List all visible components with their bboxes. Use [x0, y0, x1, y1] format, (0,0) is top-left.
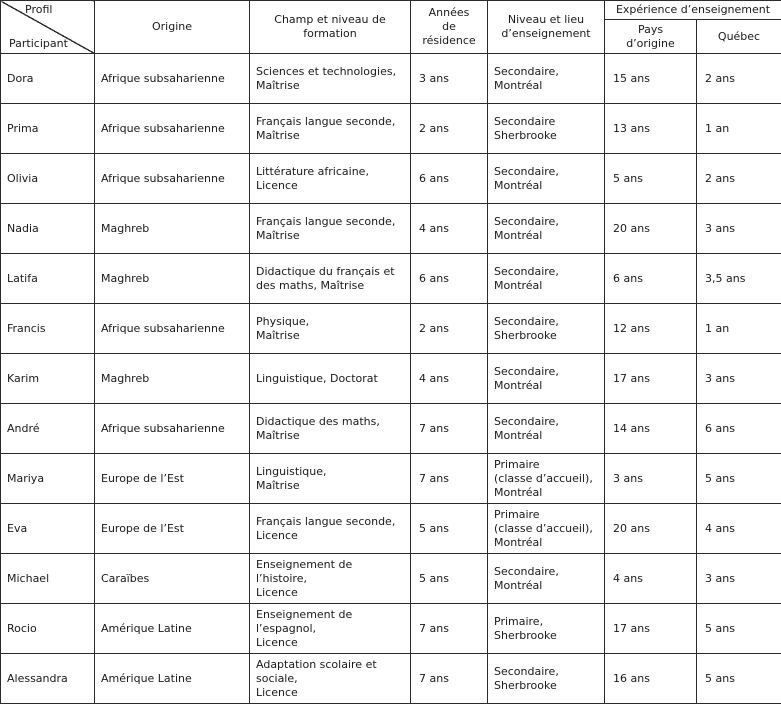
quebec-experience-cell: 1 an — [697, 304, 781, 354]
field-cell-line: Maîtrise — [256, 429, 404, 443]
field-cell-line: Licence — [256, 529, 404, 543]
field-cell-line: Linguistique, Doctorat — [256, 372, 404, 386]
field-cell — [250, 654, 411, 704]
participant-cell: Dora — [1, 54, 95, 104]
home-experience-cell: 17 ans — [605, 604, 697, 654]
level-cell — [488, 54, 605, 104]
participant-cell: Rocio — [1, 604, 95, 654]
home-experience-cell: 20 ans — [605, 204, 697, 254]
home-experience-cell: 6 ans — [605, 254, 697, 304]
header-row-top — [1, 1, 781, 20]
origin-cell: Amérique Latine — [95, 654, 250, 704]
origin-cell: Afrique subsaharienne — [95, 304, 250, 354]
origin-cell: Afrique subsaharienne — [95, 154, 250, 204]
home-experience-cell: 3 ans — [605, 454, 697, 504]
origin-cell: Afrique subsaharienne — [95, 404, 250, 454]
home-experience-cell: 20 ans — [605, 504, 697, 554]
table-row — [1, 654, 781, 704]
field-cell-line: Littérature africaine, — [256, 165, 404, 179]
field-cell-line: Maîtrise — [256, 79, 404, 93]
annees-header-line: résidence — [417, 34, 481, 48]
table-row — [1, 104, 781, 154]
origin-cell: Maghreb — [95, 204, 250, 254]
level-cell-line: Montréal — [494, 79, 598, 93]
level-cell-line: Secondaire, — [494, 665, 598, 679]
participant-cell: Prima — [1, 104, 95, 154]
origin-cell: Maghreb — [95, 254, 250, 304]
level-cell-line: Montréal — [494, 229, 598, 243]
field-cell-line: Licence — [256, 179, 404, 193]
level-cell-line: Sherbrooke — [494, 329, 598, 343]
years-cell: 7 ans — [411, 604, 488, 654]
years-cell: 2 ans — [411, 304, 488, 354]
level-cell — [488, 604, 605, 654]
quebec-experience-cell: 2 ans — [697, 54, 781, 104]
table-row — [1, 554, 781, 604]
participant-cell: Francis — [1, 304, 95, 354]
field-cell — [250, 554, 411, 604]
quebec-experience-cell: 3 ans — [697, 554, 781, 604]
level-cell-line: Primaire, — [494, 615, 598, 629]
years-cell: 4 ans — [411, 354, 488, 404]
quebec-experience-cell: 6 ans — [697, 404, 781, 454]
table-row — [1, 504, 781, 554]
level-cell — [488, 504, 605, 554]
level-cell-line: Montréal — [494, 179, 598, 193]
years-cell: 5 ans — [411, 504, 488, 554]
experience-header: Expérience d’enseignement — [605, 1, 781, 20]
field-cell-line: Sciences et technologies, — [256, 65, 404, 79]
level-cell — [488, 304, 605, 354]
field-cell-line: Enseignement de — [256, 558, 404, 572]
participant-cell: Latifa — [1, 254, 95, 304]
field-cell-line: Maîtrise — [256, 479, 404, 493]
field-cell — [250, 604, 411, 654]
field-cell-line: Didactique du français et — [256, 265, 404, 279]
niveau-header-line: Niveau et lieu — [494, 13, 598, 27]
field-cell-line: Français langue seconde, — [256, 215, 404, 229]
field-cell — [250, 354, 411, 404]
participant-cell: Karim — [1, 354, 95, 404]
level-cell-line: Secondaire, — [494, 315, 598, 329]
table-row — [1, 304, 781, 354]
years-cell: 5 ans — [411, 554, 488, 604]
level-cell-line: Montréal — [494, 429, 598, 443]
field-cell-line: Didactique des maths, — [256, 415, 404, 429]
level-cell — [488, 254, 605, 304]
table-row — [1, 154, 781, 204]
quebec-experience-cell: 5 ans — [697, 454, 781, 504]
level-cell-line: Secondaire, — [494, 65, 598, 79]
participant-cell: André — [1, 404, 95, 454]
level-cell-line: Montréal — [494, 536, 598, 550]
champ-header — [250, 1, 411, 54]
quebec-experience-cell: 2 ans — [697, 154, 781, 204]
pays-header-line: d’origine — [611, 37, 690, 51]
quebec-experience-cell: 3 ans — [697, 354, 781, 404]
level-cell-line: Montréal — [494, 379, 598, 393]
level-cell — [488, 104, 605, 154]
champ-header-line: Champ et niveau de — [256, 13, 404, 27]
field-cell-line: Maîtrise — [256, 229, 404, 243]
field-cell — [250, 404, 411, 454]
quebec-header: Québec — [697, 20, 781, 54]
participant-cell: Michael — [1, 554, 95, 604]
field-cell-line: Licence — [256, 636, 404, 650]
years-cell: 7 ans — [411, 654, 488, 704]
years-cell: 7 ans — [411, 454, 488, 504]
field-cell-line: des maths, Maîtrise — [256, 279, 404, 293]
participant-cell: Alessandra — [1, 654, 95, 704]
level-cell-line: Sherbrooke — [494, 679, 598, 693]
quebec-experience-cell: 5 ans — [697, 654, 781, 704]
field-cell-line: Licence — [256, 586, 404, 600]
level-cell-line: (classe d’accueil), — [494, 522, 598, 536]
quebec-experience-cell: 4 ans — [697, 504, 781, 554]
years-cell: 2 ans — [411, 104, 488, 154]
quebec-experience-cell: 3,5 ans — [697, 254, 781, 304]
field-cell-line: Physique, — [256, 315, 404, 329]
origin-cell: Maghreb — [95, 354, 250, 404]
table-row — [1, 604, 781, 654]
level-cell — [488, 654, 605, 704]
profil-label: Profil — [25, 3, 52, 17]
annees-header-line: de — [417, 20, 481, 34]
field-cell-line: l’histoire, — [256, 572, 404, 586]
field-cell-line: Linguistique, — [256, 465, 404, 479]
origin-cell: Afrique subsaharienne — [95, 54, 250, 104]
field-cell-line: l’espagnol, — [256, 622, 404, 636]
home-experience-cell: 12 ans — [605, 304, 697, 354]
home-experience-cell: 4 ans — [605, 554, 697, 604]
level-cell-line: Secondaire, — [494, 215, 598, 229]
field-cell-line: Enseignement de — [256, 608, 404, 622]
quebec-experience-cell: 3 ans — [697, 204, 781, 254]
origine-header: Origine — [95, 1, 250, 54]
field-cell-line: sociale, — [256, 672, 404, 686]
table-body — [1, 54, 781, 704]
participant-cell: Nadia — [1, 204, 95, 254]
home-experience-cell: 14 ans — [605, 404, 697, 454]
champ-header-line: formation — [256, 27, 404, 41]
level-cell — [488, 554, 605, 604]
origin-cell: Afrique subsaharienne — [95, 104, 250, 154]
origin-cell: Caraïbes — [95, 554, 250, 604]
field-cell — [250, 204, 411, 254]
field-cell-line: Français langue seconde, — [256, 115, 404, 129]
level-cell — [488, 354, 605, 404]
annees-header-line: Années — [417, 6, 481, 20]
participant-label: Participant — [9, 37, 68, 51]
table-row — [1, 204, 781, 254]
pays-header — [605, 20, 697, 54]
field-cell — [250, 104, 411, 154]
level-cell-line: Secondaire, — [494, 415, 598, 429]
years-cell: 6 ans — [411, 254, 488, 304]
level-cell-line: Secondaire, — [494, 565, 598, 579]
origin-cell: Amérique Latine — [95, 604, 250, 654]
pays-header-line: Pays — [611, 23, 690, 37]
participant-cell: Olivia — [1, 154, 95, 204]
home-experience-cell: 17 ans — [605, 354, 697, 404]
level-cell-line: Sherbrooke — [494, 629, 598, 643]
participant-cell: Eva — [1, 504, 95, 554]
home-experience-cell: 16 ans — [605, 654, 697, 704]
quebec-experience-cell: 1 an — [697, 104, 781, 154]
field-cell — [250, 154, 411, 204]
level-cell-line: Secondaire, — [494, 365, 598, 379]
level-cell-line: Montréal — [494, 579, 598, 593]
field-cell-line: Maîtrise — [256, 329, 404, 343]
home-experience-cell: 13 ans — [605, 104, 697, 154]
field-cell-line: Français langue seconde, — [256, 515, 404, 529]
origin-cell: Europe de l’Est — [95, 454, 250, 504]
home-experience-cell: 15 ans — [605, 54, 697, 104]
level-cell-line: (classe d’accueil), — [494, 472, 598, 486]
participant-cell: Mariya — [1, 454, 95, 504]
level-cell-line: Primaire — [494, 458, 598, 472]
level-cell — [488, 154, 605, 204]
niveau-header-line: d’enseignement — [494, 27, 598, 41]
field-cell — [250, 454, 411, 504]
level-cell — [488, 404, 605, 454]
level-cell — [488, 204, 605, 254]
level-cell — [488, 454, 605, 504]
table-row — [1, 454, 781, 504]
niveau-header — [488, 1, 605, 54]
annees-header — [411, 1, 488, 54]
origin-cell: Europe de l’Est — [95, 504, 250, 554]
field-cell — [250, 254, 411, 304]
table-row — [1, 254, 781, 304]
years-cell: 7 ans — [411, 404, 488, 454]
field-cell — [250, 304, 411, 354]
level-cell-line: Sherbrooke — [494, 129, 598, 143]
level-cell-line: Secondaire — [494, 115, 598, 129]
table-row — [1, 404, 781, 454]
field-cell-line: Licence — [256, 686, 404, 700]
years-cell: 4 ans — [411, 204, 488, 254]
field-cell-line: Adaptation scolaire et — [256, 658, 404, 672]
level-cell-line: Montréal — [494, 279, 598, 293]
years-cell: 6 ans — [411, 154, 488, 204]
field-cell — [250, 504, 411, 554]
profil-participant-header — [1, 1, 95, 54]
field-cell-line: Maîtrise — [256, 129, 404, 143]
years-cell: 3 ans — [411, 54, 488, 104]
quebec-experience-cell: 5 ans — [697, 604, 781, 654]
table-row — [1, 54, 781, 104]
level-cell-line: Secondaire, — [494, 265, 598, 279]
table-row — [1, 354, 781, 404]
level-cell-line: Montréal — [494, 486, 598, 500]
level-cell-line: Primaire — [494, 508, 598, 522]
level-cell-line: Secondaire, — [494, 165, 598, 179]
home-experience-cell: 5 ans — [605, 154, 697, 204]
field-cell — [250, 54, 411, 104]
